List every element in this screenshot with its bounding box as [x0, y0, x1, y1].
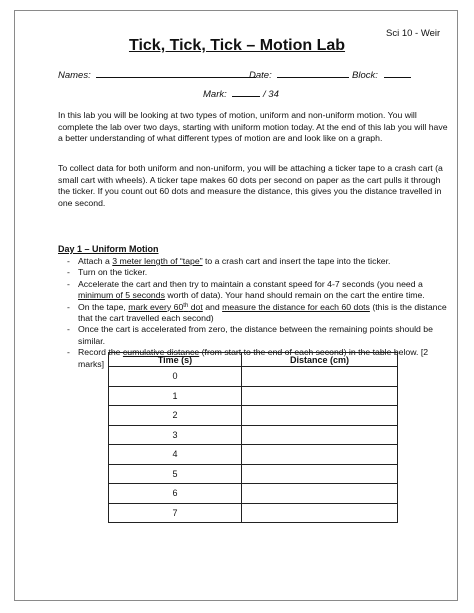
mark-label: Mark:	[203, 89, 227, 100]
mark-field-row	[203, 87, 279, 100]
distance-header: Distance (cm)	[242, 353, 398, 367]
step-accelerate: - Accelerate the cart and then try to maintain a constant speed for 4-7 seconds (you need a minimum of 5 seconds worth of data). Your hand should remain on the cart the entire time.	[58, 279, 450, 302]
step-attach-tape: - Attach a 3 meter length of “tape” to a crash cart and insert the tape into the ticker.	[58, 256, 450, 267]
mark-blank[interactable]	[232, 87, 260, 97]
table-row	[109, 406, 398, 426]
intro-paragraph-1: In this lab you will be looking at two types of motion, uniform and non-uniform motion. You will complete the lab over two days, starting with uniform motion today. At the end of this lab you will have a better understanding of what different types of motion are and look like on a graph.	[58, 110, 448, 144]
date-field-row	[249, 68, 349, 81]
distance-cell[interactable]	[242, 425, 398, 445]
block-label: Block:	[352, 70, 378, 81]
data-table	[108, 352, 398, 523]
intro-paragraph-2: To collect data for both uniform and non-uniform, you will be attaching a ticker tape to a crash cart (a small cart with wheels). A ticker tape makes 60 dots per second on paper as the cart pulls it through the ticker. If you count out 60 dots and measure the distance, this gives you the distance travelled in one second.	[58, 163, 443, 208]
step-mark-dots: - On the tape, mark every 60th dot and measure the distance for each 60 dots (this is the distance that the cart travelled each second)	[58, 302, 450, 325]
table-row	[109, 425, 398, 445]
table-header-row	[109, 353, 398, 367]
distance-cell[interactable]	[242, 503, 398, 523]
day1-heading: Day 1 – Uniform Motion	[58, 244, 159, 254]
step-record: - Record the cumulative distance (from start to the end of each second) in the table below. [2 marks]	[58, 347, 450, 370]
time-cell: 6	[109, 484, 242, 504]
time-cell: 0	[109, 367, 242, 387]
distance-cell[interactable]	[242, 484, 398, 504]
block-field-row	[352, 68, 411, 81]
table-row	[109, 386, 398, 406]
time-cell: 5	[109, 464, 242, 484]
table-row	[109, 484, 398, 504]
mark-total: / 34	[263, 89, 279, 100]
block-blank[interactable]	[384, 68, 411, 78]
time-cell: 1	[109, 386, 242, 406]
table-row	[109, 367, 398, 387]
distance-cell[interactable]	[242, 464, 398, 484]
table-row	[109, 503, 398, 523]
time-header: Time (s)	[109, 353, 242, 367]
time-cell: 4	[109, 445, 242, 465]
table-row	[109, 445, 398, 465]
date-blank[interactable]	[277, 68, 349, 78]
distance-cell[interactable]	[242, 406, 398, 426]
date-label: Date:	[249, 70, 272, 81]
distance-cell[interactable]	[242, 445, 398, 465]
time-cell: 2	[109, 406, 242, 426]
step-turn-on: - Turn on the ticker.	[58, 267, 450, 278]
time-cell: 3	[109, 425, 242, 445]
names-field-row	[58, 68, 256, 81]
distance-cell[interactable]	[242, 386, 398, 406]
step-accelerated-note: - Once the cart is accelerated from zero, the distance between the remaining points should be similar.	[58, 324, 450, 347]
names-blank[interactable]	[96, 68, 256, 78]
names-label: Names:	[58, 70, 91, 81]
table-row	[109, 464, 398, 484]
distance-cell[interactable]	[242, 367, 398, 387]
course-label: Sci 10 - Weir	[386, 28, 441, 39]
time-cell: 7	[109, 503, 242, 523]
page-title: Tick, Tick, Tick – Motion Lab	[128, 37, 346, 54]
